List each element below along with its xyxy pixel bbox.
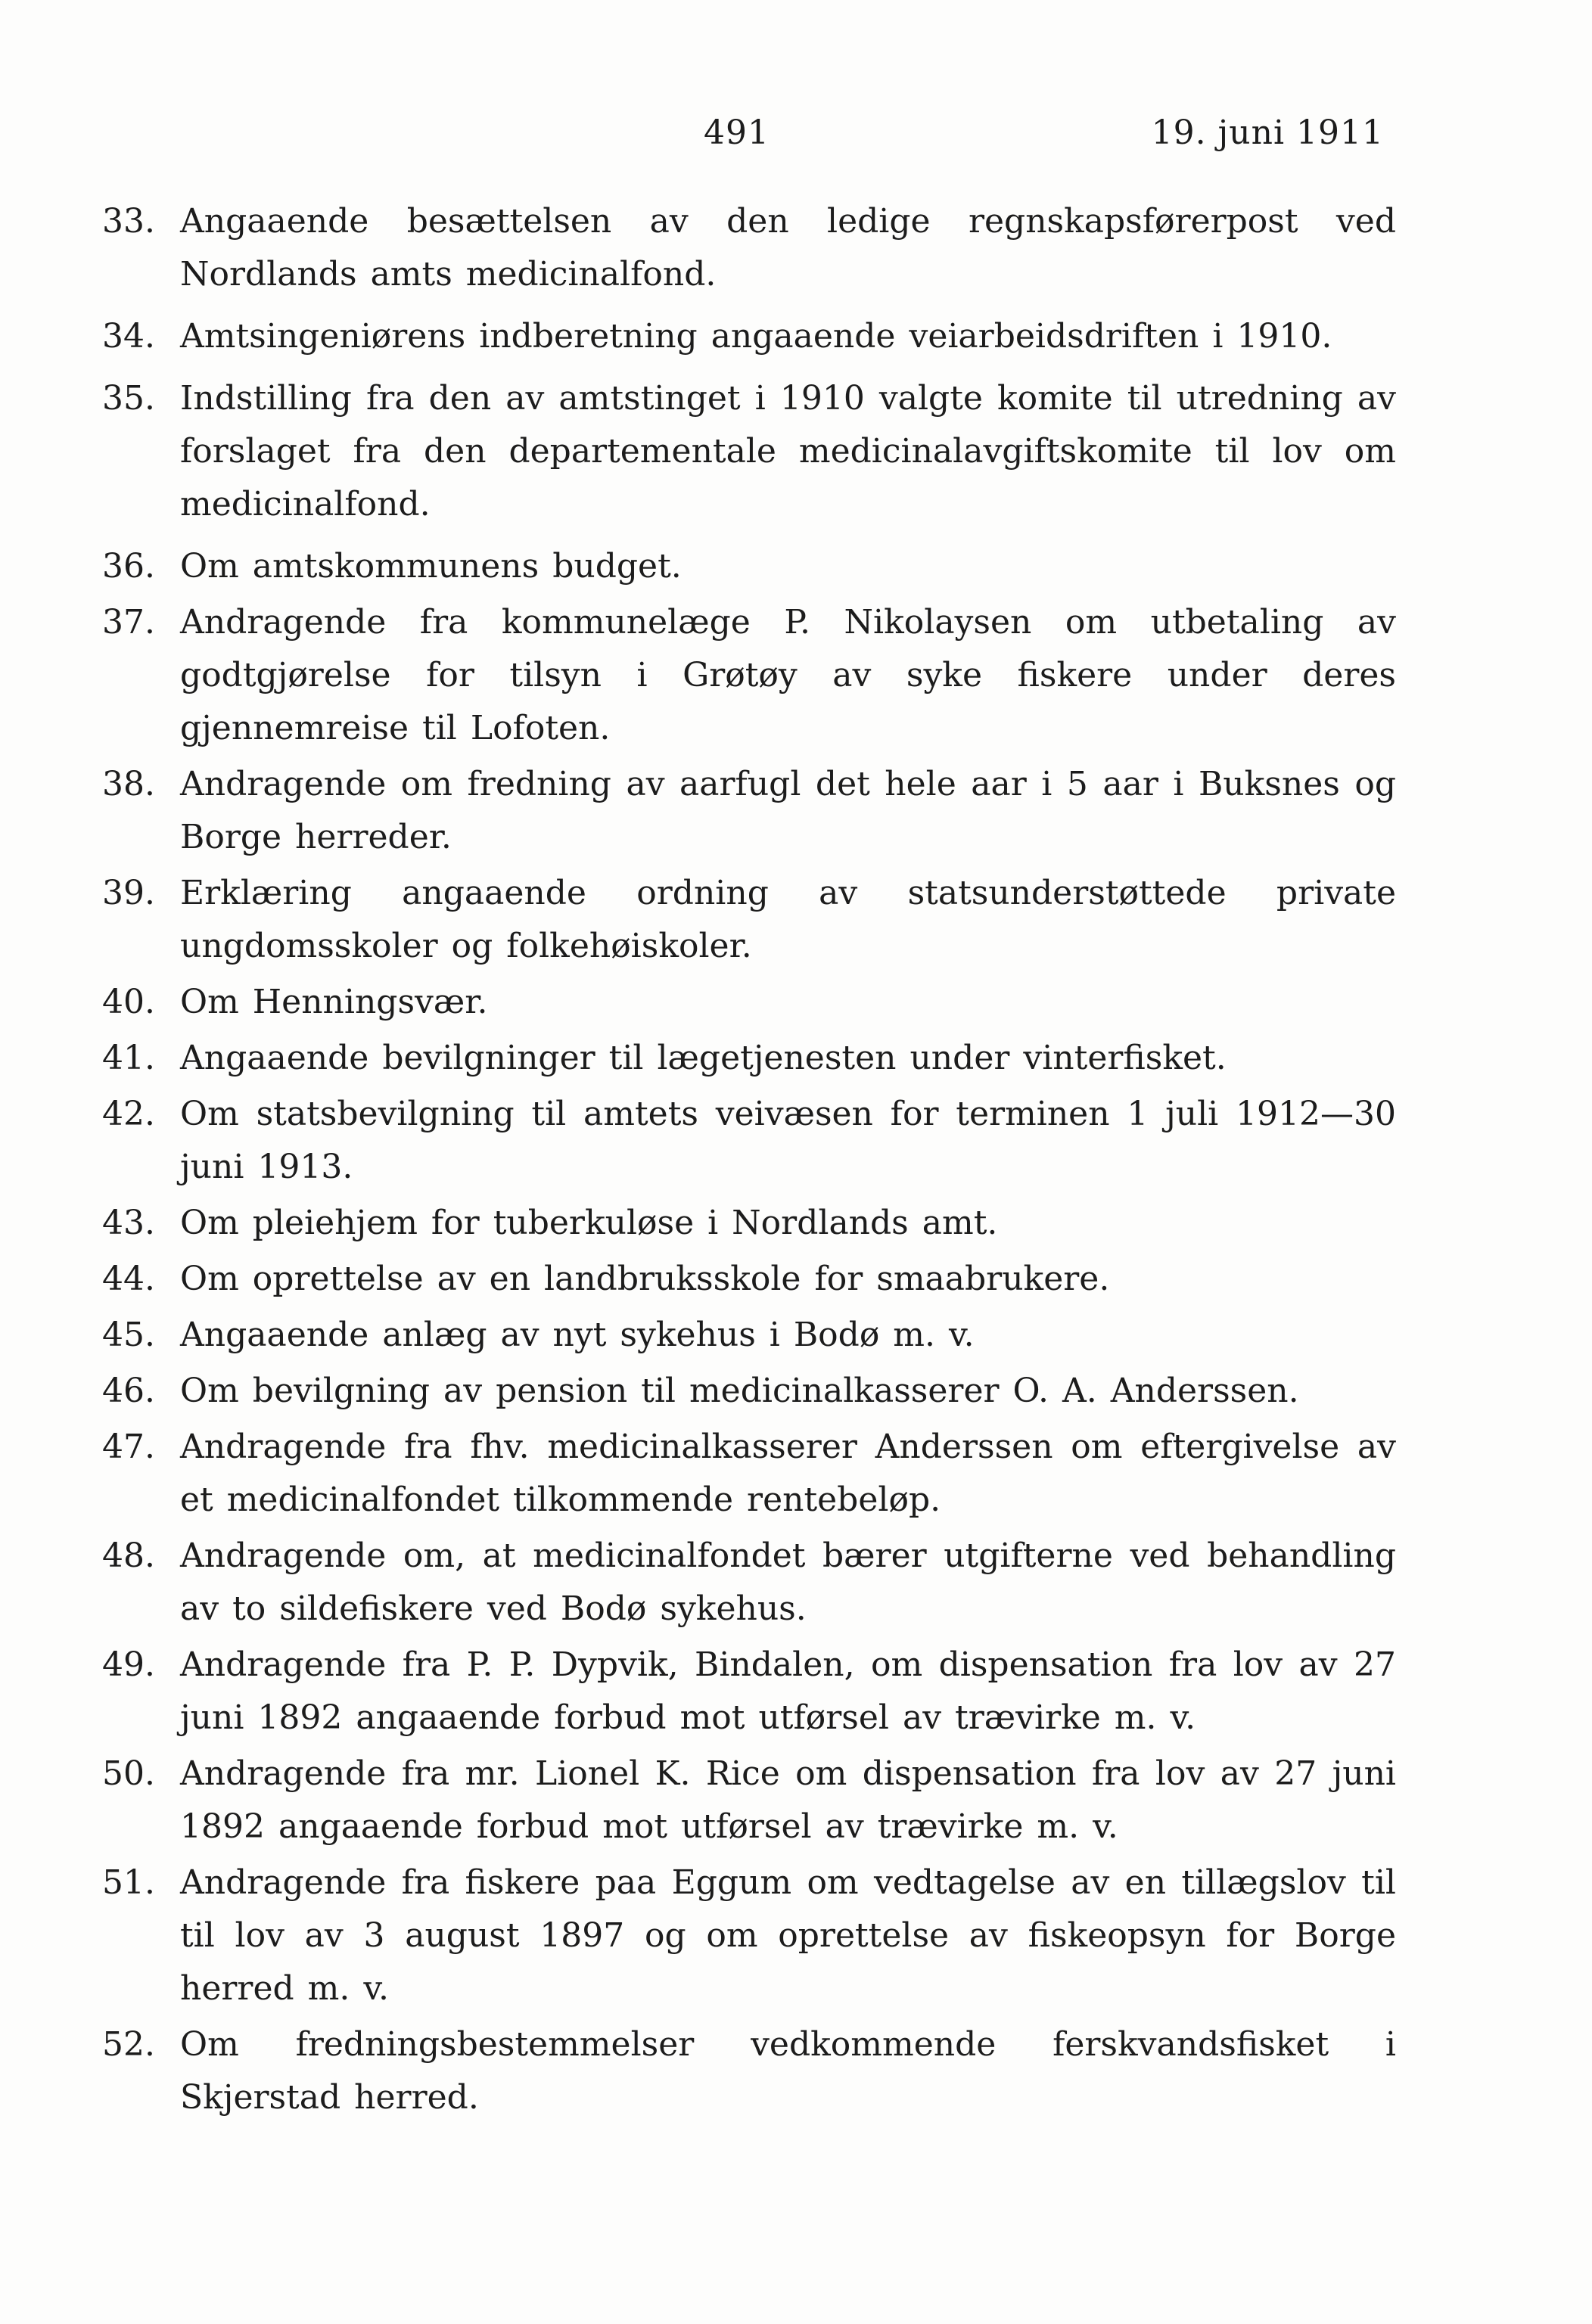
- page-header: [0, 113, 1592, 166]
- page-date: 19. juni 1911: [1151, 113, 1384, 152]
- item-text: Andragende fra fiskere paa Eggum om vedtagelse av en tillægslov til til lov av 3 august 1897 og om oprettelse av fiskeopsyn for Borge herred m. v.: [180, 1863, 1396, 2008]
- item-number: 39.: [102, 874, 155, 912]
- item-number: 48.: [102, 1536, 155, 1575]
- item-text: Om amtskommunens budget.: [180, 547, 682, 586]
- list-item: [102, 1748, 1396, 1853]
- item-number: 35.: [102, 379, 155, 418]
- item-text: Om statsbevilgning til amtets veivæsen for terminen 1 juli 1912—30 juni 1913.: [180, 1095, 1396, 1186]
- item-number: 51.: [102, 1863, 155, 1902]
- list-item: [102, 1530, 1396, 1636]
- item-number: 49.: [102, 1645, 155, 1684]
- list-item: [102, 1253, 1396, 1306]
- item-number: 41.: [102, 1039, 155, 1077]
- item-text: Amtsingeniørens indberetning angaaende veiarbeidsdriften i 1910.: [180, 317, 1332, 356]
- item-text: Andragende fra P. P. Dypvik, Bindalen, om dispensation fra lov av 27 juni 1892 angaaende forbud mot utførsel av trævirke m. v.: [180, 1645, 1396, 1737]
- list-item: [102, 1365, 1396, 1418]
- item-text: Andragende fra fhv. medicinalkasserer Anderssen om eftergivelse av et medicinalfondet tilkommende rentebeløp.: [180, 1428, 1396, 1519]
- item-number: 37.: [102, 603, 155, 642]
- item-text: Om pleiehjem for tuberkuløse i Nordlands amt.: [180, 1204, 998, 1242]
- list-item: [102, 1421, 1396, 1527]
- item-text: Om fredningsbestemmelser vedkommende ferskvandsfisket i Skjerstad herred.: [180, 2025, 1396, 2117]
- item-text: Andragende om, at medicinalfondet bærer utgifterne ved behandling av to sildefiskere ved Bodø sykehus.: [180, 1536, 1396, 1628]
- item-text: Angaaende besættelsen av den ledige regnskapsførerpost ved Nordlands amts medicinalfond.: [180, 202, 1396, 294]
- item-text: Om oprettelse av en landbruksskole for smaabrukere.: [180, 1260, 1110, 1298]
- list-item: [102, 310, 1396, 363]
- list-item: [102, 195, 1396, 301]
- page-number: 491: [704, 113, 770, 152]
- list-item: [102, 372, 1396, 531]
- item-number: 47.: [102, 1428, 155, 1466]
- item-text: Om bevilgning av pension til medicinalkasserer O. A. Anderssen.: [180, 1372, 1299, 1410]
- item-number: 34.: [102, 317, 155, 356]
- item-text: Angaaende bevilgninger til lægetjenesten under vinterfisket.: [180, 1039, 1227, 1077]
- list-item: [102, 1639, 1396, 1745]
- item-number: 45.: [102, 1316, 155, 1354]
- item-text: Angaaende anlæg av nyt sykehus i Bodø m. v.: [180, 1316, 975, 1354]
- list-item: [102, 1197, 1396, 1250]
- item-text: Om Henningsvær.: [180, 983, 488, 1021]
- item-text: Andragende om fredning av aarfugl det hele aar i 5 aar i Buksnes og Borge herreder.: [180, 765, 1396, 856]
- list-item: [102, 1309, 1396, 1362]
- item-text: Indstilling fra den av amtstinget i 1910 valgte komite til utredning av forslaget fra den departementale medicinalavgiftskomite til lov om medicinalfond.: [180, 379, 1396, 524]
- list-item: [102, 1088, 1396, 1194]
- item-text: Erklæring angaaende ordning av statsunderstøttede private ungdomsskoler og folkehøiskoler.: [180, 874, 1396, 965]
- item-text: Andragende fra kommunelæge P. Nikolaysen om utbetaling av godtgjørelse for tilsyn i Grøtøy av syke fiskere under deres gjennemreise til Lofoten.: [180, 603, 1396, 747]
- list-item: [102, 867, 1396, 973]
- list-item: [102, 596, 1396, 755]
- item-number: 46.: [102, 1372, 155, 1410]
- item-number: 42.: [102, 1095, 155, 1133]
- item-number: 43.: [102, 1204, 155, 1242]
- item-number: 44.: [102, 1260, 155, 1298]
- list-item: [102, 976, 1396, 1029]
- item-number: 38.: [102, 765, 155, 803]
- list-item: [102, 2018, 1396, 2124]
- item-text: Andragende fra mr. Lionel K. Rice om dispensation fra lov av 27 juni 1892 angaaende forbud mot utførsel av trævirke m. v.: [180, 1754, 1396, 1846]
- item-number: 50.: [102, 1754, 155, 1793]
- list-item: [102, 540, 1396, 593]
- list-item: [102, 758, 1396, 864]
- agenda-list: [102, 195, 1396, 2127]
- item-number: 40.: [102, 983, 155, 1021]
- list-item: [102, 1856, 1396, 2015]
- item-number: 36.: [102, 547, 155, 586]
- item-number: 33.: [102, 202, 155, 241]
- list-item: [102, 1032, 1396, 1085]
- item-number: 52.: [102, 2025, 155, 2064]
